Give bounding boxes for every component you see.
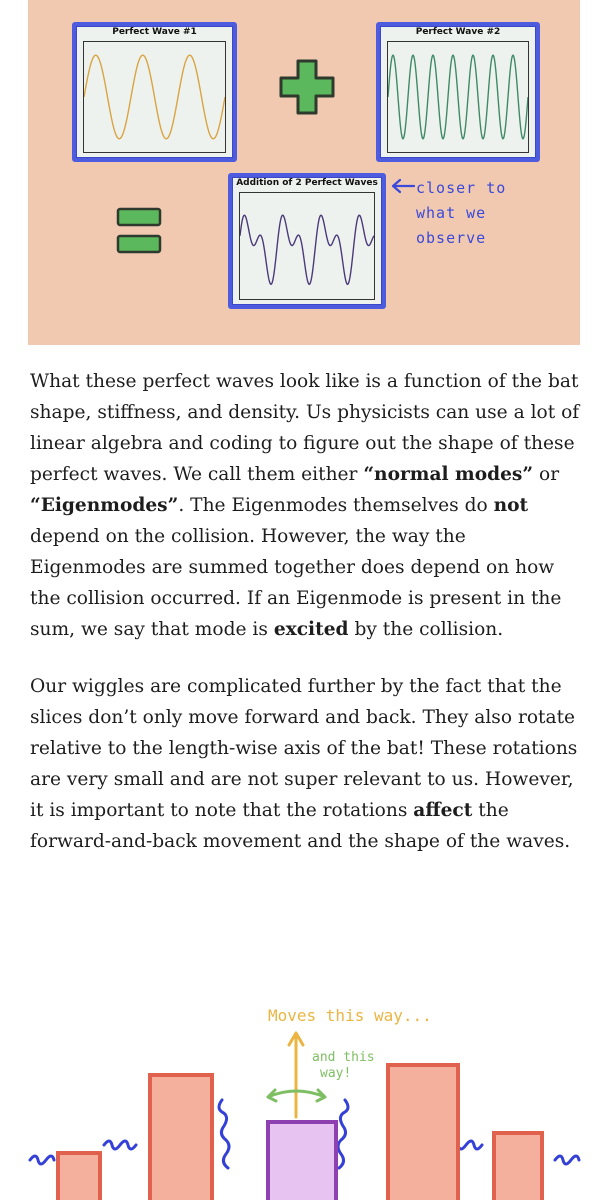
squiggle-6 — [555, 1156, 579, 1164]
perfect-wave-1-title: Perfect Wave #1 — [112, 27, 197, 37]
wave-sum-curve — [240, 215, 374, 284]
term-normal-modes: “normal modes” — [363, 464, 534, 485]
term-eigenmodes: “Eigenmodes” — [30, 495, 179, 516]
slice-3 — [388, 1065, 458, 1200]
perfect-wave-2-panel — [376, 22, 540, 162]
wave-sum-plot — [239, 192, 375, 300]
slice-2 — [150, 1075, 212, 1200]
slice-4 — [494, 1133, 542, 1200]
squiggle-1 — [30, 1156, 54, 1164]
squiggle-2 — [104, 1141, 136, 1149]
label-moves: Moves this way... — [268, 1006, 432, 1025]
perfect-wave-2-title: Perfect Wave #2 — [415, 27, 501, 37]
bat-slices-illustration — [0, 985, 607, 1200]
equals-sign — [116, 207, 162, 255]
annotation-text — [416, 176, 506, 251]
annotation-line-2: what we — [416, 204, 487, 222]
annotation-arrow-icon — [390, 178, 416, 194]
label-and-this: and this — [312, 1050, 375, 1065]
wave-sum-title: Addition of 2 Perfect Waves — [236, 178, 378, 188]
squiggle-3 — [219, 1100, 229, 1168]
term-excited: excited — [273, 619, 349, 640]
squiggle-4 — [338, 1100, 348, 1168]
perfect-wave-1-panel — [72, 22, 237, 162]
perfect-wave-2-curve — [388, 55, 528, 139]
paragraph-rotations: Our wiggles are complicated further by the fact that the slices don’t only move forward and back. They also rotate relative to the length-wise axis of the bat! These rotations are very small and are not super relevant to us. However, it is important to note that the rotations affect the forward-and-back movement and the shape of the waves. — [30, 676, 578, 852]
slice-1 — [58, 1153, 100, 1200]
plus-sign — [278, 58, 336, 116]
highlighted-slice — [268, 1122, 336, 1200]
paragraph-eigenmodes: What these perfect waves look like is a function of the bat shape, stiffness, and density. Us physicists can use a lot of linear algebra and coding to figure out the shape of these perfect waves. We call them either “normal modes” or “Eigenmodes”. The Eigenmodes themselves do not depend on the collision. However, the way the Eigenmodes are summed together does depend on how the collision occurred. If an Eigenmode is present in the sum, we say that mode is excited by the collision. — [30, 371, 580, 640]
annotation-line-1: closer to — [416, 179, 507, 197]
emphasis-not: not — [493, 495, 529, 516]
emphasis-affect: affect — [413, 800, 473, 821]
up-arrow-icon — [289, 1033, 303, 1117]
perfect-wave-1-curve — [84, 55, 225, 139]
label-way: way! — [320, 1066, 352, 1081]
wave-sum-panel — [228, 173, 386, 309]
perfect-wave-2-plot — [387, 41, 529, 153]
perfect-wave-1-plot — [83, 41, 226, 153]
wave-addition-illustration — [28, 0, 580, 345]
annotation-line-3: observe — [416, 229, 487, 247]
article-body — [30, 366, 585, 883]
